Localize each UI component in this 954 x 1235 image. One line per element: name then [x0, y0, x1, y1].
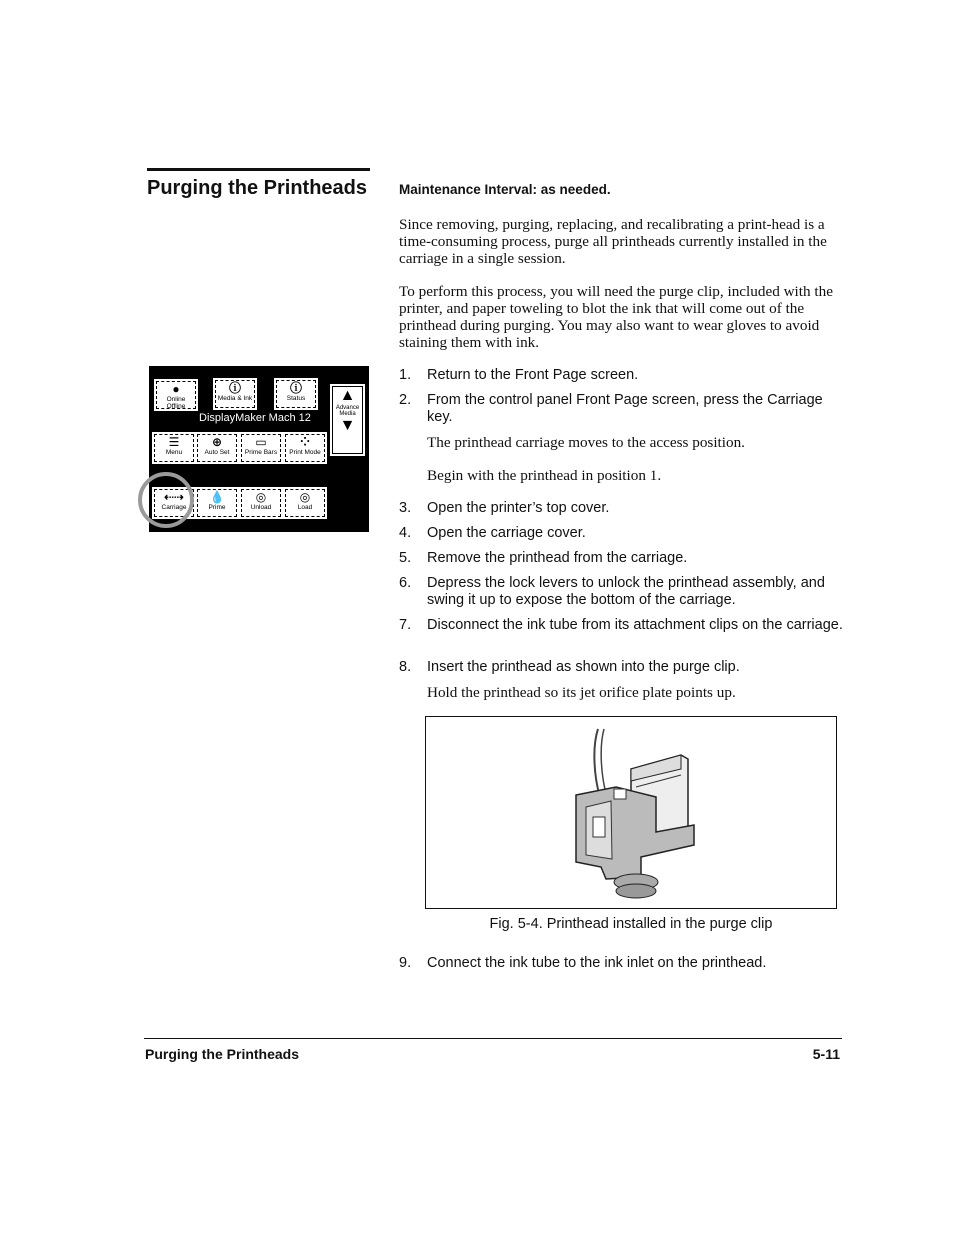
page-number: 5-11 [812, 1046, 840, 1062]
step-1: 1. Return to the Front Page screen. [399, 367, 639, 383]
crosshair-icon: ⊕ [211, 435, 223, 449]
roll-icon: ◎ [255, 490, 267, 504]
menu-key: ☰ Menu [154, 434, 194, 462]
carriage-key: ⇠⇢ Carriage [154, 489, 194, 517]
step-4: 4. Open the carriage cover. [399, 525, 586, 541]
step-5: 5. Remove the printhead from the carriage. [399, 550, 688, 566]
footer-rule [144, 1038, 842, 1039]
advance-media-key: ▲ Advance Media ▼ [332, 386, 363, 454]
online-key: ● Online Offline [156, 381, 196, 409]
auto-set-key: ⊕ Auto Set [197, 434, 237, 462]
bars-icon: ▭ [255, 435, 267, 449]
maintenance-interval: Maintenance Interval: as needed. [399, 182, 611, 197]
step-3: 3. Open the printer’s top cover. [399, 500, 610, 516]
page-title: Purging the Printheads [147, 177, 368, 199]
roll-icon: ◎ [299, 490, 311, 504]
print-mode-key: ⁘ Print Mode [285, 434, 325, 462]
step-8: 8. Insert the printhead as shown into the purge clip. [399, 659, 740, 675]
step-note: The printhead carriage moves to the access position. [427, 434, 745, 451]
menu-icon: ☰ [168, 435, 180, 449]
step-9: 9. Connect the ink tube to the ink inlet on the printhead. [399, 955, 767, 971]
step-note: Begin with the printhead in position 1. [427, 467, 662, 484]
prime-key: 💧 Prime [197, 489, 237, 517]
requirements-paragraph: To perform this process, you will need the purge clip, included with the printer, and paper toweling to blot the ink that will come out of the printhead during purging. You may also want to wear gloves to avoid staining them with ink. [399, 283, 833, 351]
panel-title: DisplayMaker Mach 12 [199, 412, 311, 424]
info-icon: ⓘ [289, 381, 302, 395]
figure-caption: Fig. 5-4. Printhead installed in the purge clip [489, 916, 773, 932]
printhead-illustration [426, 717, 836, 908]
status-key: ⓘ Status [276, 380, 316, 408]
dots-icon: ⁘ [299, 435, 311, 449]
left-right-arrows-icon: ⇠⇢ [163, 490, 185, 504]
info-icon: ⓘ [228, 381, 241, 395]
load-key: ◎ Load [285, 489, 325, 517]
step-note: Hold the printhead so its jet orifice plate points up. [427, 684, 736, 701]
step-6: 6. Depress the lock levers to unlock the printhead assembly, and swing it up to expose the bottom of the carriage. [399, 575, 825, 608]
title-rule [147, 168, 370, 171]
down-arrow-icon: ▼ [339, 417, 356, 434]
media-ink-key: ⓘ Media & Ink [215, 380, 255, 408]
carriage-highlight-ring [138, 472, 194, 528]
online-icon: ● [172, 382, 180, 396]
prime-bars-key: ▭ Prime Bars [241, 434, 281, 462]
step-2: 2. From the control panel Front Page screen, press the Carriage key. [399, 392, 823, 425]
ink-drop-icon: 💧 [209, 490, 225, 504]
unload-key: ◎ Unload [241, 489, 281, 517]
footer-section-title: Purging the Printheads [145, 1046, 300, 1062]
intro-paragraph: Since removing, purging, replacing, and recalibrating a print-head is a time-consuming process, purge all printheads currently installed in the carriage in a single session. [399, 216, 827, 267]
step-7: 7. Disconnect the ink tube from its attachment clips on the carriage. [399, 617, 843, 633]
figure-printhead-purge-clip [425, 716, 837, 909]
up-arrow-icon: ▲ [339, 387, 356, 404]
